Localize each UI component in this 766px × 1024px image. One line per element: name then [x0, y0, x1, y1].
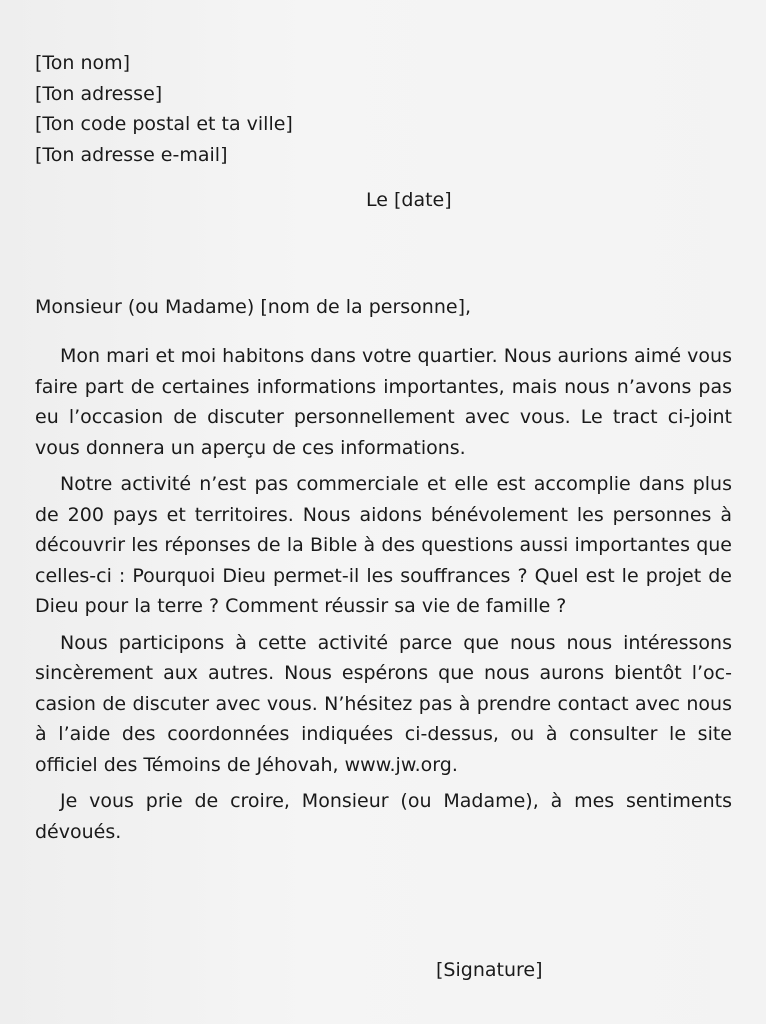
salutation: Monsieur (ou Madame) [nom de la personne], [35, 296, 472, 318]
paragraph-closing: Je vous prie de croire, Monsieur (ou Madame), à mes sentiments dévoués. [35, 790, 732, 843]
signature: [Signature] [436, 959, 543, 981]
sender-email: [Ton adresse e-mail] [35, 143, 228, 166]
paragraph-activity: Notre activité n’est pas commerciale et elle est accomplie dans plus de 200 pays et territoires. Nous aidons bénévolement les personnes à découvrir les réponses de la Bible à des questions aussi importantes que celles-ci : Pourquoi Dieu permet-il les souffrances ? Quel est le projet de Dieu pour la terre ? Comment réussir sa vie de famille ? [35, 473, 732, 617]
paragraph-motivation: Nous participons à cette activité parce que nous nous intéressons sincèrement aux autres. Nous espérons que nous aurons bientôt l’occasion de discuter avec vous. N’hésitez pas à prendre contact avec nous à l’aide des coordonnées indiquées ci-dessus, ou à consulter le site officiel des Témoins de Jéhovah, www.jw.org. [35, 631, 732, 776]
letter-date: Le [date] [366, 189, 452, 211]
paragraph-intro: Mon mari et moi habitons dans votre quartier. Nous aurions aimé vous faire part de certaines informations importantes, mais nous n’avons pas eu l’occasion de discuter personnellement avec vous. Le tract ci-joint vous donnera un aperçu de ces informations. [35, 345, 732, 459]
sender-postal-city: [Ton code postal et ta ville] [35, 113, 293, 135]
sender-block [35, 48, 293, 170]
letter-body [35, 341, 732, 853]
sender-address: [Ton adresse] [35, 82, 163, 105]
sender-name: [Ton nom] [35, 52, 131, 74]
